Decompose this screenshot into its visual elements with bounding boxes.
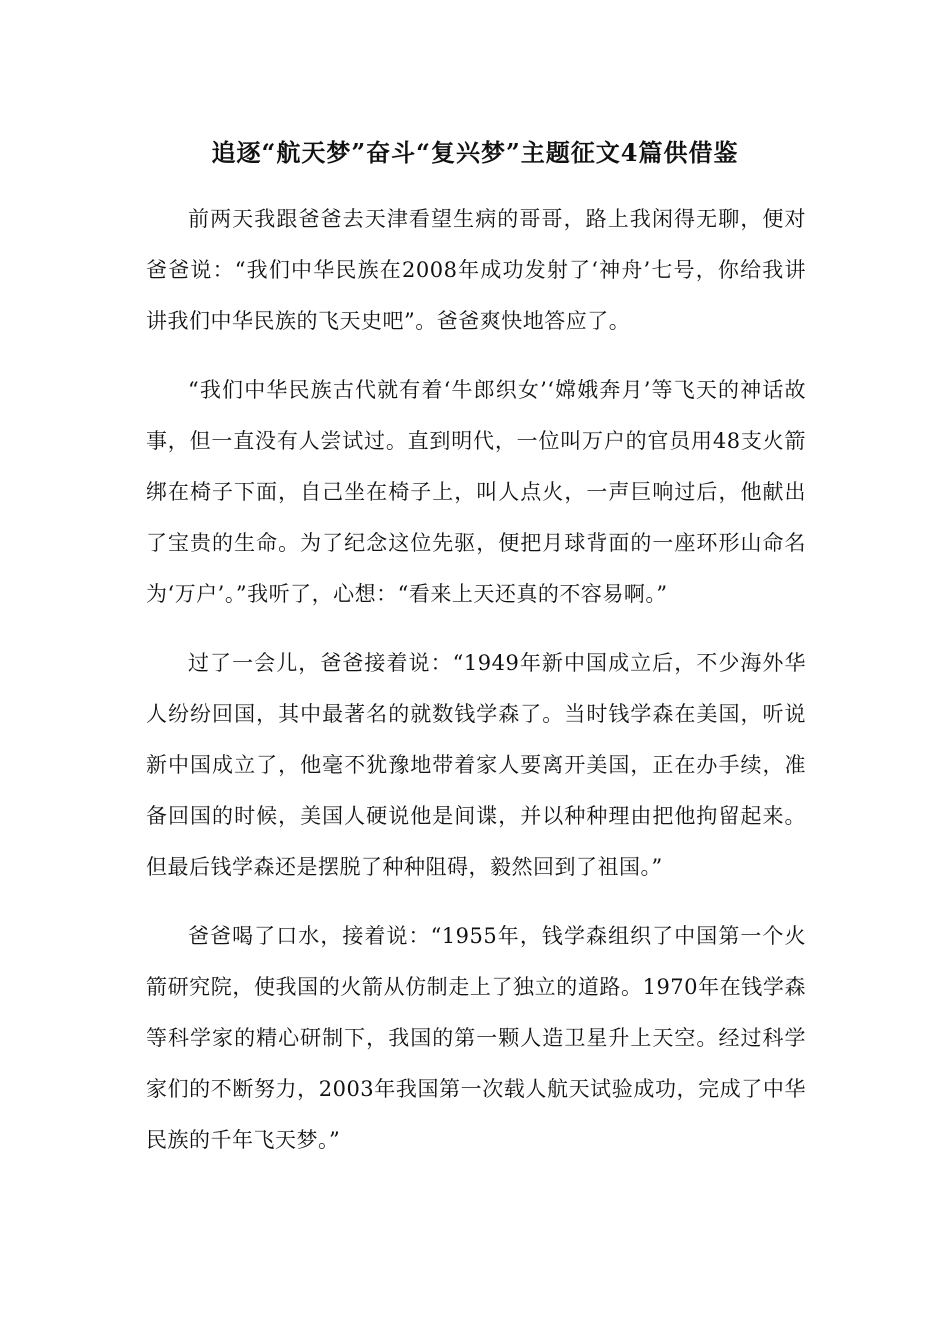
paragraph-2: “我们中华民族古代就有着‘牛郎织女’‘嫦娥奔月’等飞天的神话故事，但一直没有人尝试过。直到明代，一位叫万户的官员用48支火箭绑在椅子下面，自己坐在椅子上，叫人点火，一声巨响过后，他献出了宝贵的生命。为了纪念这位先驱，便把月球背面的一座环形山命名为‘万户’。”我听了，心想：“看来上天还真的不容易啊。” — [146, 378, 806, 606]
paragraph-4: 爸爸喝了口水，接着说：“1955年，钱学森组织了中国第一个火箭研究院，使我国的火箭从仿制走上了独立的道路。1970年在钱学森等科学家的精心研制下，我国的第一颗人造卫星升上天空。经过科学家们的不断努力，2003年我国第一次载人航天试验成功，完成了中华民族的千年飞天梦。” — [146, 924, 806, 1152]
paragraph-1: 前两天我跟爸爸去天津看望生病的哥哥，路上我闲得无聊，便对爸爸说：“我们中华民族在2008年成功发射了‘神舟’七号，你给我讲讲我们中华民族的飞天史吧”。爸爸爽快地答应了。 — [146, 207, 806, 333]
document-body — [146, 194, 806, 1184]
paragraph-3: 过了一会儿，爸爸接着说：“1949年新中国成立后，不少海外华人纷纷回国，其中最著名的就数钱学森了。当时钱学森在美国，听说新中国成立了，他毫不犹豫地带着家人要离开美国，正在办手续，准备回国的时候，美国人硬说他是间谍，并以种种理由把他拘留起来。但最后钱学森还是摆脱了种种阻碍，毅然回到了祖国。” — [146, 651, 806, 879]
document-title: 追逐“航天梦”奋斗“复兴梦”主题征文4篇供借鉴 — [211, 138, 739, 167]
